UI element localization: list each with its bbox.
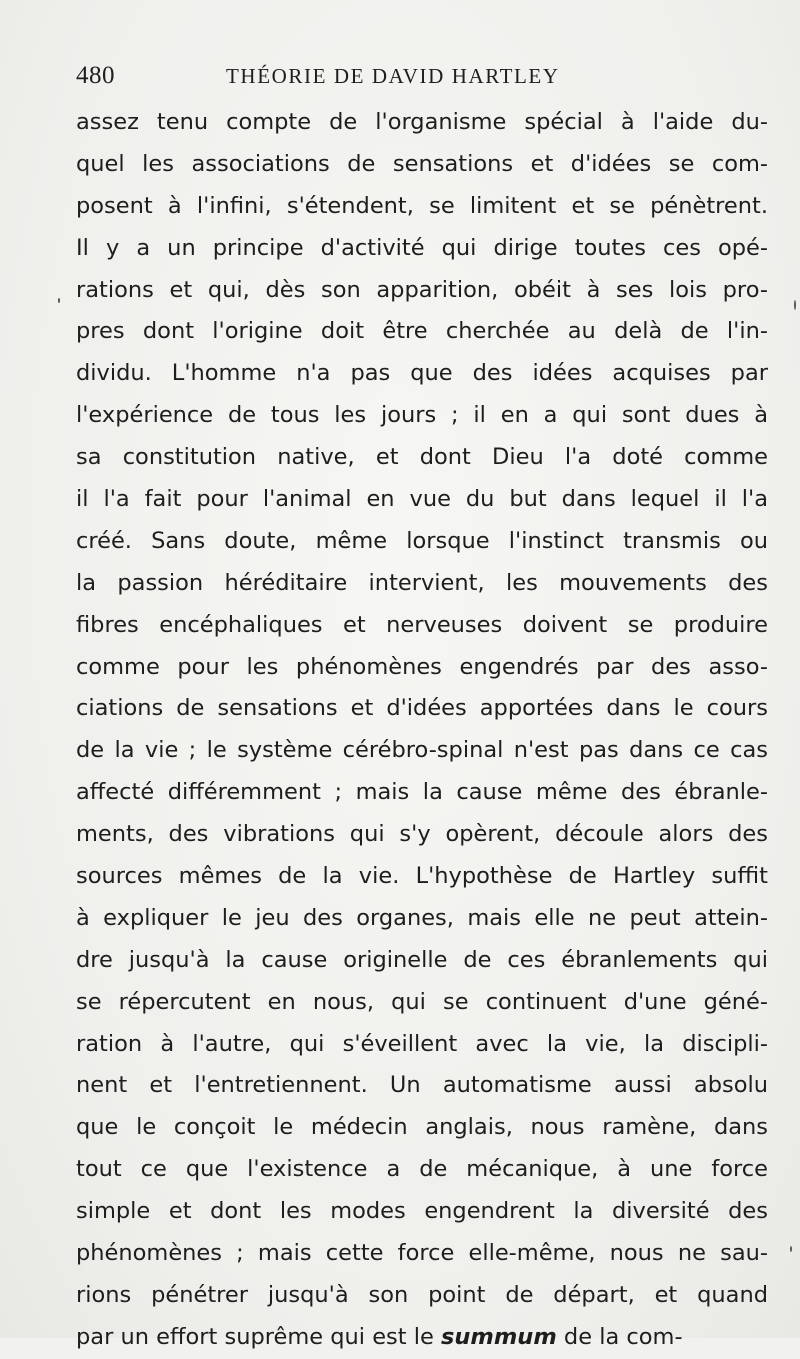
text-line: ciations de sensations et d'idées apportées dans le cours [76,695,768,722]
text-line: sources mêmes de la vie. L'hypothèse de Hartley suffit [76,863,768,890]
text-line: dividu. L'homme n'a pas que des idées acquises par [76,360,768,387]
text-line: de la vie ; le système cérébro-spinal n'est pas dans ce cas [76,737,768,764]
ink-speck [58,298,60,303]
text-line: Il y a un principe d'activité qui dirige toutes ces opé- [76,234,768,261]
text-line: nent et l'entretiennent. Un automatisme aussi absolu [76,1072,768,1099]
text-line: posent à l'infini, s'étendent, se limitent et se pénètrent. [76,192,768,219]
text-line: simple et dont les modes engendrent la diversité des [76,1198,768,1225]
text-line: phénomènes ; mais cette force elle-même, nous ne sau- [76,1240,768,1267]
text-line: dre jusqu'à la cause originelle de ces ébranlements qui [76,946,768,973]
emphasis-term: summum [441,1323,557,1350]
text-line: rions pénétrer jusqu'à son point de départ, et quand [76,1281,768,1308]
text-line: pres dont l'origine doit être cherchée au delà de l'in- [76,318,768,345]
text-line: rations et qui, dès son apparition, obéit à ses lois pro- [76,276,768,303]
last-line-end: de la com- [563,1323,683,1350]
text-line: l'expérience de tous les jours ; il en a qui sont dues à [76,402,768,429]
text-line: fibres encéphaliques et nerveuses doivent se produire [76,611,768,638]
body-text [76,102,768,1359]
text-line: sa constitution native, et dont Dieu l'a doté comme [76,444,768,471]
text-line: à expliquer le jeu des organes, mais elle ne peut attein- [76,904,768,931]
text-line: assez tenu compte de l'organisme spécial à l'aide du- [76,109,768,135]
text-line: tout ce que l'existence a de mécanique, à une force [76,1156,768,1183]
text-line: il l'a fait pour l'animal en vue du but dans lequel il l'a [76,486,768,513]
text-line: quel les associations de sensations et d'idées se com- [76,150,768,177]
ink-speck [790,1246,792,1252]
page-header [76,62,768,96]
text-line: se répercutent en nous, qui se continuent d'une géné- [76,988,768,1015]
text-line: affecté différemment ; mais la cause même des ébranle- [76,779,768,806]
text-line: comme pour les phénomènes engendrés par des asso- [76,653,768,680]
page-number: 480 [76,62,115,89]
text-line: la passion héréditaire intervient, les mouvements des [76,569,768,596]
text-line: créé. Sans doute, même lorsque l'instinct transmis ou [76,527,768,554]
text-line: que le conçoit le médecin anglais, nous ramène, dans [76,1114,768,1141]
text-line: ration à l'autre, qui s'éveillent avec la vie, la discipli- [76,1030,768,1057]
last-line-start: par un effort suprême qui est le [76,1323,434,1350]
text-line: ments, des vibrations qui s'y opèrent, découle alors des [76,821,768,848]
ink-speck [794,300,796,310]
running-head: THÉORIE DE DAVID HARTLEY [226,64,560,88]
